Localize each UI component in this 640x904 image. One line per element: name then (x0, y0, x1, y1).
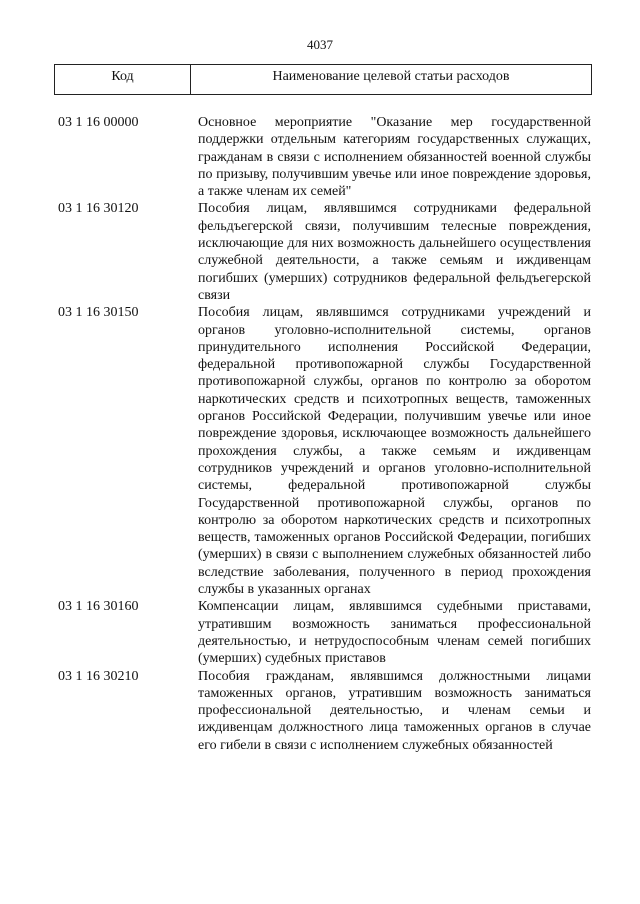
row-description: Пособия лицам, являвшимся сотрудниками федеральной фельдъегерской связи, получившим телесные повреждения, исключающие для них возможность дальнейшего осуществления служебной деятельности, а также семьям и иждивенцам погибших (умерших) сотрудников федеральной фельдъегерской связи (198, 201, 591, 303)
table-row (58, 668, 592, 754)
row-description: Пособия лицам, являвшимся сотрудниками учреждений и органов уголовно-исполнительной системы, органов принудительного исполнения Российской Федерации, федеральной противопожарной службы Государственной противопожарной службы, органов по контролю за оборотом наркотических средств и психотропных веществ, таможенных органов Российской Федерации, получившим увечье или иное повреждение здоровья, исключающее возможность дальнейшего прохождения службы, а также семьям и иждивенцам сотрудников учреждений и органов уголовно-исполнительной системы, федеральной противопожарной службы Государственной противопожарной службы, органов по контролю за оборотом наркотических средств и психотропных веществ, таможенных органов Российской Федерации, погибших (умерших) в связи с выполнением служебных обязанностей либо вследствие заболевания, полученного в период прохождения службы в указанных органах (198, 305, 591, 598)
row-code: 03 1 16 00000 (58, 115, 139, 130)
row-description: Пособия гражданам, являвшимся должностными лицами таможенных органов, утратившим возможность заниматься профессиональной деятельностью, и членам семьи и иждивенцам должностного лица таможенных органов в случае его гибели в связи с исполнением служебных обязанностей (198, 668, 591, 753)
page-number: 4037 (307, 37, 333, 52)
table-header (54, 64, 592, 95)
row-description: Основное мероприятие "Оказание мер государственной поддержки отдельным категориям государственных служащих, гражданам в связи с исполнением обязанностей военной службы по призыву, получившим увечье или иное повреждение здоровья, а также членам их семей" (198, 115, 591, 200)
row-code: 03 1 16 30120 (58, 201, 139, 217)
table-row (58, 304, 592, 598)
row-code: 03 1 16 30160 (58, 599, 139, 615)
table-row (58, 598, 592, 667)
row-code: 03 1 16 30150 (58, 305, 139, 321)
table-row (58, 200, 592, 304)
header-name-column: Наименование целевой статьи расходов (272, 69, 510, 84)
table-body (58, 114, 592, 754)
header-code-column: Код (55, 65, 191, 94)
row-description: Компенсации лицам, являвшимся судебными приставами, утратившим возможность заниматься профессиональной деятельностью, и нетрудоспособным членам семей погибших (умерших) судебных приставов (198, 599, 591, 667)
row-code: 03 1 16 30210 (58, 668, 139, 684)
table-row (58, 114, 592, 200)
